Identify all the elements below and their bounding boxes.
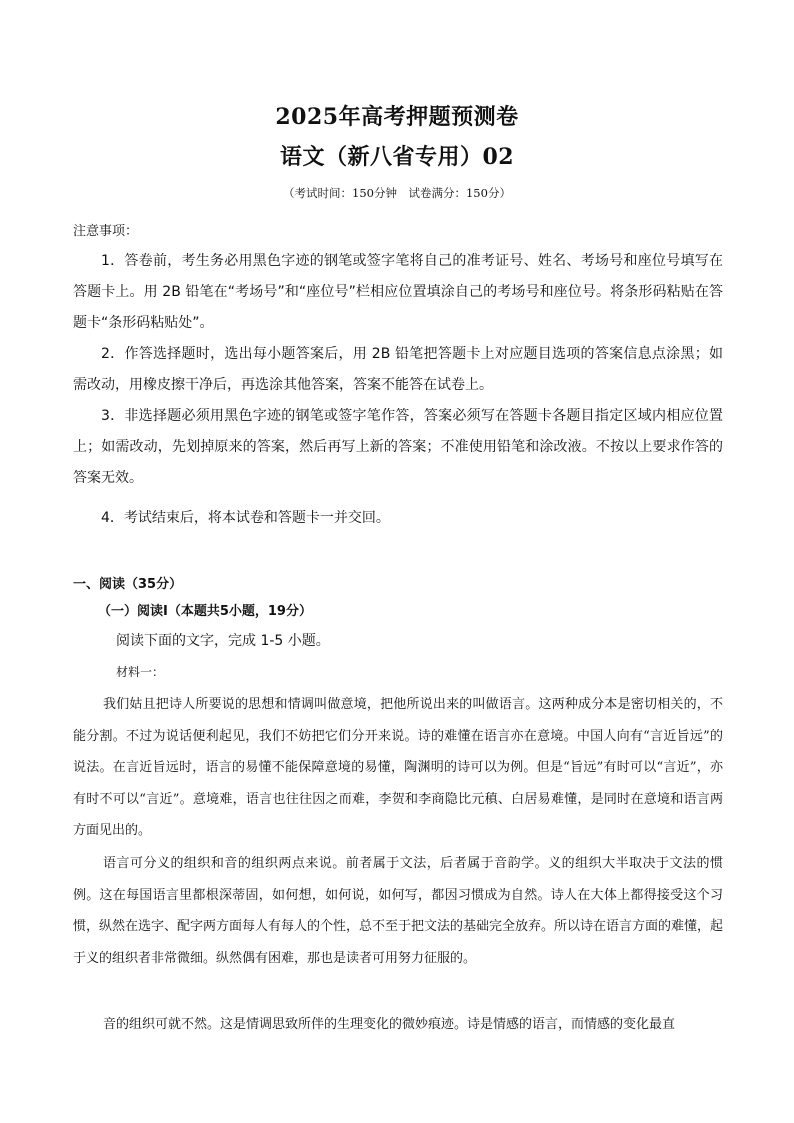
notice-item-2: 2．作答选择题时，选出每小题答案后，用 2B 铅笔把答题卡上对应题目选项的答案信息点涂黑；如需改动，用橡皮擦干净后，再选涂其他答案，答案不能答在试卷上。 <box>73 346 723 393</box>
material-label: 材料一： <box>116 665 165 679</box>
notice-item-1: 1．答卷前，考生务必用黑色字迹的钢笔或签字笔将自己的准考证号、姓名、考场号和座位号填写在答题卡上。用 2B 铅笔在“考场号”和“座位号”栏相应位置填涂自己的考场号和座位号。将条形码粘贴在答题卡“条形码粘贴处”。 <box>73 253 723 331</box>
material-paragraph-3: 音的组织可就不然。这是情调思致所伴的生理变化的微妙痕迹。诗是情感的语言，而情感的变化最直 <box>103 1017 676 1032</box>
page-subtitle: 语文（新八省专用）02 <box>279 144 515 170</box>
material-paragraph-2: 语言可分义的组织和音的组织两点来说。前者属于文法，后者属于音韵学。义的组织大半取决于文法的惯例。这在每国语言里都根深蒂固，如何想，如何说，如何写，都因习惯成为自然。诗人在大体上都得接受这个习惯，纵然在选字、配字两方面每人有每人的个性，总不至于把文法的基础完全放弃。所以诗在语言方面的难懂，起于义的组织者非常微细。纵然偶有困难，那也是读者可用努力征服的。 <box>73 856 724 966</box>
notice-item-4: 4．考试结束后，将本试卷和答题卡一并交回。 <box>101 510 390 526</box>
notice-heading: 注意事项： <box>73 224 139 239</box>
material-paragraph-1: 我们姑且把诗人所要说的思想和情调叫做意境，把他所说出来的叫做语言。这两种成分本是密切相关的，不能分割。不过为说话便利起见，我们不妨把它们分开来说。诗的难懂在语言亦在意境。中国人向有“言近旨远”的说法。在言近旨远时，语言的易懂不能保障意境的易懂，陶渊明的诗可以为例。但是“旨远”有时可以“言近”，亦有时不可以“言近”。意境难，语言也往往因之而难，李贺和李商隐比元稹、白居易难懂，是同时在意境和语言两方面见出的。 <box>73 697 723 838</box>
exam-info: （考试时间：150分钟 试卷满分：150分） <box>283 186 511 200</box>
reading-instruction: 阅读下面的文字，完成 1-5 小题。 <box>116 633 330 649</box>
notice-item-3: 3．非选择题必须用黑色字迹的钢笔或签字笔作答，答案必须写在答题卡各题目指定区域内相应位置上；如需改动，先划掉原来的答案，然后再写上新的答案；不准使用铅笔和涂改液。不按以上要求作答的答案无效。 <box>73 408 723 486</box>
subsection-heading: （一）阅读Ⅰ（本题共5小题，19分） <box>98 604 312 619</box>
page-title: 2025年高考押题预测卷 <box>275 104 519 130</box>
section-heading: 一、阅读（35分） <box>73 577 183 592</box>
